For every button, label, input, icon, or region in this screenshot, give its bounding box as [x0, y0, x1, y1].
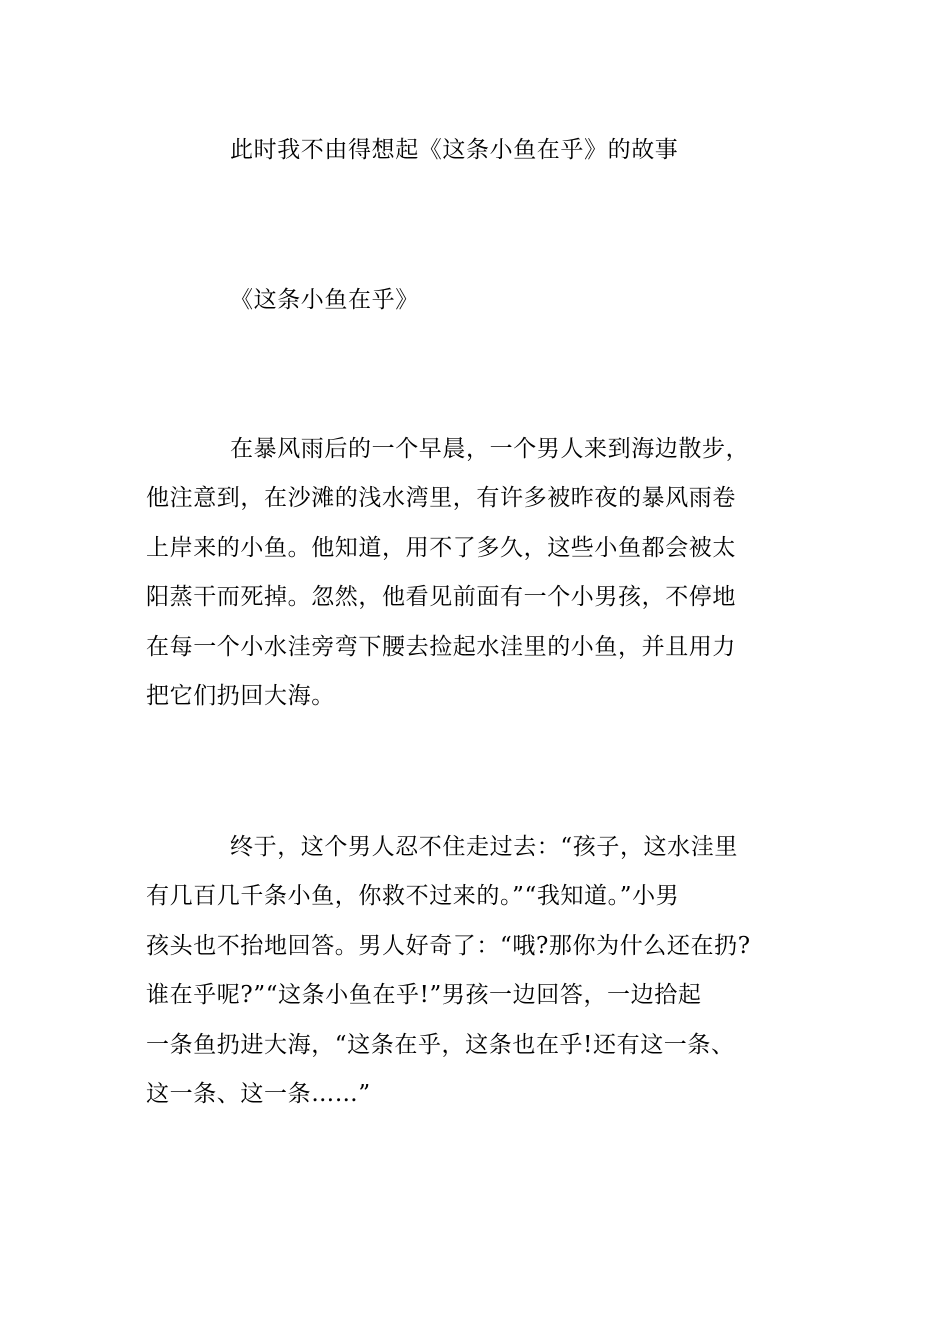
paragraph-line: 有几百几千条小鱼，你救不过来的。”“我知道。”小男: [146, 883, 680, 910]
story-title: 《这条小鱼在乎》: [230, 287, 419, 313]
paragraph-line: 终于，这个男人忍不住走过去：“孩子，这水洼里: [230, 834, 738, 860]
paragraph-1: [146, 433, 826, 729]
paragraph-line: 在暴风雨后的一个早晨，一个男人来到海边散步，: [230, 436, 750, 462]
paragraph-2: [146, 831, 826, 1127]
document-heading: 此时我不由得想起《这条小鱼在乎》的故事: [230, 137, 679, 163]
paragraph-line: 把它们扔回大海。: [146, 682, 335, 709]
paragraph-line: 上岸来的小鱼。他知道，用不了多久，这些小鱼都会被太: [146, 534, 736, 561]
paragraph-line: 阳蒸干而死掉。忽然，他看见前面有一个小男孩，不停地: [146, 584, 736, 611]
paragraph-line: 一条鱼扔进大海，“这条在乎，这条也在乎!还有这一条、: [146, 1031, 735, 1058]
paragraph-line: 这一条、这一条……”: [146, 1080, 371, 1107]
paragraph-line: 在每一个小水洼旁弯下腰去捡起水洼里的小鱼，并且用力: [146, 633, 736, 660]
paragraph-line: 他注意到，在沙滩的浅水湾里，有许多被昨夜的暴风雨卷: [146, 485, 736, 512]
paragraph-line: 谁在乎呢?”“这条小鱼在乎!”男孩一边回答，一边拾起: [146, 982, 702, 1009]
paragraph-line: 孩头也不抬地回答。男人好奇了：“哦?那你为什么还在扔?: [146, 932, 751, 959]
